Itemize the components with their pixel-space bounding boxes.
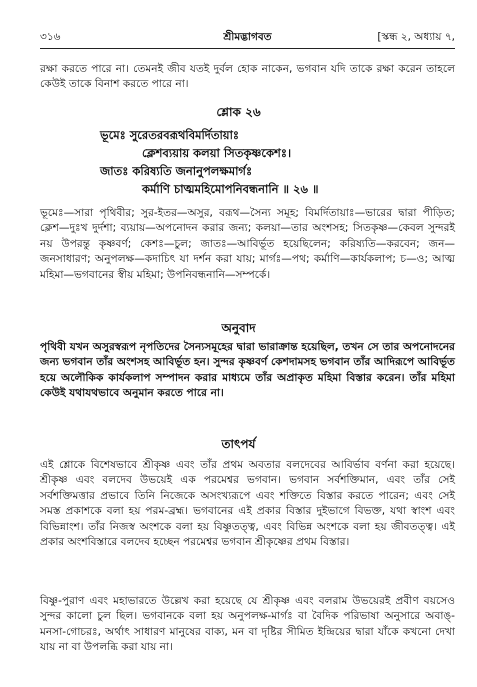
translation-paragraph: পৃথিবী যখন অসুরস্বরূপ নৃপতিদের সৈন্যসমূহের দ্বারা ভারাক্রান্ত হয়েছিল, তখন সে তার অপনোদনের জন্য ভগবান তাঁর অংশসহ আবির্ভূত হন। সুন্দর কৃষ্ণবর্ণ কেশদামসহ ভগবান তাঁর আদিরূপে আবির্ভূত হয়ে অলৌকিক কার্যকলাপ সম্পাদন করার মাধ্যমে তাঁর অপ্রাকৃত মহিমা বিস্তার করেন। তাঁর মহিমা কেউই যথাযথভাবে অনুমান করতে পারে না। [40,341,455,400]
synonyms-paragraph: ভূমেঃ—সারা পৃথিবীর; সুর-ইতর—অসুর, বরূথ—সৈন্য সমূহ; বিমর্দিতায়াঃ—ভারের দ্বারা পীড়িত; ক্লেশ—দুঃখ দুর্দশা; ব্যয়ায়—অপনোদন করার জন্য; কলয়া—তার অংশসহ; সিতকৃষ্ণ—কেবল সুন্দরই নয় উপরন্তু কৃষ্ণবর্ণ; কেশঃ—চুল; জাতঃ—আবির্ভূত হয়েছিলেন; করিষ্যতি—করবেন; জন—জনসাধারণ; অনুপলক্ষ—কদাচিৎ যা দর্শন করা যায়; মার্গঃ—পথ; কর্মাণি—কার্যকলাপ; চ—ও; আত্ম মহিমা—ভগবানের স্বীয় মহিমা; উপনিবন্ধনানি—সম্পর্কে। [40,207,455,281]
chapter-reference: [স্কন্ধ ২, অধ্যায় ৭, [377,31,455,43]
book-title: শ্রীমদ্ভাগবত [223,31,272,43]
purport-paragraph: বিষ্ণু-পুরাণ এবং মহাভারতে উল্লেখ করা হয়েছে যে শ্রীকৃষ্ণ এবং বলরাম উভয়েরই প্রবীণ বয়সেও সুন্দর কালো চুল ছিল। ভগবানকে বলা হয় অনুপলক্ষ-মার্গঃ বা বৈদিক পরিভাষা অনুসারে অবাঙ্-মনসা-গোচরঃ, অর্থাৎ সাধারণ মানুষের বাক্য, মন বা দৃষ্টির সীমিত ইন্দ্রিয়ের দ্বারা যাঁকে কখনো দেখা যায় না বা উপলব্ধি করা যায় না। [40,595,455,654]
verse-line: ক্লেশব্যয়ায় কলয়া সিতকৃষ্ণকেশঃ। [142,146,292,160]
translation-heading: অনুবাদ [221,321,256,335]
intro-paragraph: রক্ষা করতে পারে না। তেমনই জীব যতই দুর্বল হোক নাকেন, ভগবান যদি তাকে রক্ষা করেন তাহলে কেউই তাকে বিনাশ করতে পারে না। [40,63,455,91]
purport-paragraph: এই শ্লোকে বিশেষভাবে শ্রীকৃষ্ণ এবং তাঁর প্রথম অবতার বলদেবের আবির্ভাব বর্ণনা করা হয়েছে। শ্রীকৃষ্ণ এবং বলদেব উভয়েই এক পরমেশ্বর ভগবান। ভগবান সর্বশক্তিমান, এবং তাঁর সেই সর্বশক্তিমত্তার প্রভাবে তিনি নিজেকে অসংখ্যরূপে এবং শক্তিতে বিস্তার করতে পারেন; এবং সেই সমস্ত প্রকাশকে বলা হয় পরম-ব্রহ্ম। ভগবানের এই প্রকার বিস্তার দুইভাগে বিভক্ত, যথা স্বাংশ এবং বিভিন্নাংশ। তাঁর নিজস্ব অংশকে বলা হয় বিষ্ণুতত্ত্ব, এবং বিভিন্ন অংশকে বলা হয় জীবতত্ত্ব। এই প্রকার অংশবিস্তারে বলদেব হচ্ছেন পরমেশ্বর ভগবান শ্রীকৃষ্ণের প্রথম বিস্তার। [40,459,455,549]
verse-line: জাতঃ করিষ্যতি জনানুপলক্ষমার্গঃ [100,164,253,178]
verse-heading: শ্লোক ২৬ [216,105,261,119]
verse-line: কর্মাণি চাত্মমহিমোপনিবন্ধনানি ॥ ২৬ ॥ [142,182,319,196]
running-header [40,30,455,46]
header-divider [40,48,455,49]
page-number: ৩১৬ [40,31,61,43]
verse-line: ভূমেঃ সুরেতরবরূথবিমর্দিতায়াঃ [100,128,240,142]
purport-heading: তাৎপর্য [221,437,256,451]
